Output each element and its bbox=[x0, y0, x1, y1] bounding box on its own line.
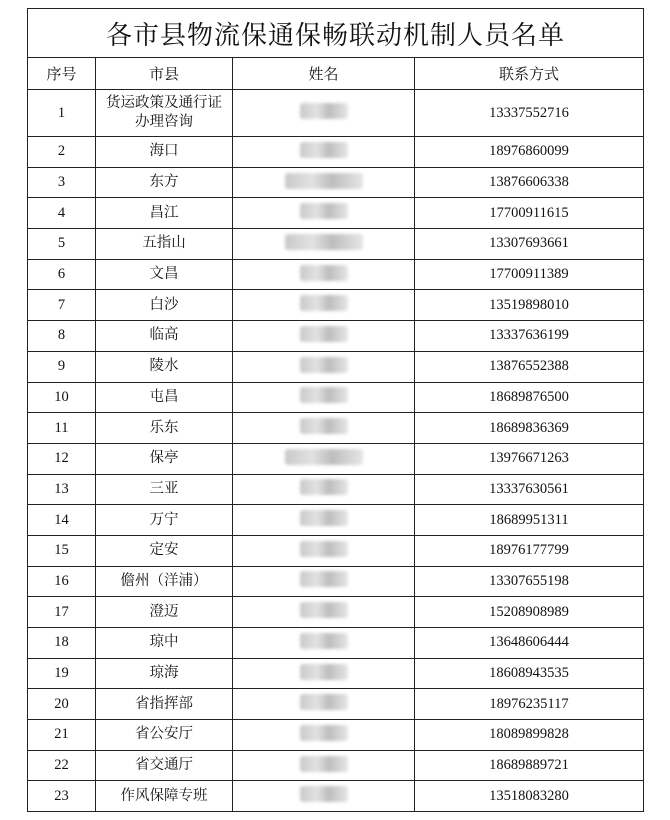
row-contact: 13976671263 bbox=[415, 443, 644, 474]
row-index: 11 bbox=[28, 413, 96, 444]
table-body bbox=[28, 90, 644, 812]
table-row bbox=[28, 628, 644, 659]
row-contact: 13876606338 bbox=[415, 167, 644, 198]
row-contact: 13307693661 bbox=[415, 229, 644, 260]
row-contact: 18608943535 bbox=[415, 658, 644, 689]
redaction-mosaic bbox=[300, 103, 348, 119]
row-contact: 18976860099 bbox=[415, 137, 644, 168]
row-city: 省指挥部 bbox=[96, 689, 233, 720]
row-city: 省交通厅 bbox=[96, 750, 233, 781]
row-index: 14 bbox=[28, 505, 96, 536]
row-city: 五指山 bbox=[96, 229, 233, 260]
row-index: 8 bbox=[28, 321, 96, 352]
row-city: 作风保障专班 bbox=[96, 781, 233, 812]
redaction-mosaic bbox=[300, 633, 348, 649]
row-index: 2 bbox=[28, 137, 96, 168]
row-name-redacted bbox=[233, 658, 415, 689]
row-index: 1 bbox=[28, 90, 96, 137]
row-city: 乐东 bbox=[96, 413, 233, 444]
table-row bbox=[28, 781, 644, 812]
row-name-redacted bbox=[233, 720, 415, 751]
row-name-redacted bbox=[233, 137, 415, 168]
row-index: 6 bbox=[28, 259, 96, 290]
redaction-mosaic bbox=[300, 295, 348, 311]
header-index: 序号 bbox=[28, 58, 96, 90]
row-city: 昌江 bbox=[96, 198, 233, 229]
header-name: 姓名 bbox=[233, 58, 415, 90]
table-row bbox=[28, 658, 644, 689]
table-row bbox=[28, 505, 644, 536]
row-contact: 13519898010 bbox=[415, 290, 644, 321]
row-contact: 18689951311 bbox=[415, 505, 644, 536]
row-contact: 18689889721 bbox=[415, 750, 644, 781]
row-name-redacted bbox=[233, 351, 415, 382]
redaction-mosaic bbox=[300, 786, 348, 802]
row-city: 屯昌 bbox=[96, 382, 233, 413]
redaction-mosaic bbox=[285, 173, 363, 189]
document-title: 各市县物流保通保畅联动机制人员名单 bbox=[28, 9, 644, 58]
row-city: 东方 bbox=[96, 167, 233, 198]
row-name-redacted bbox=[233, 535, 415, 566]
row-city: 陵水 bbox=[96, 351, 233, 382]
row-name-redacted bbox=[233, 229, 415, 260]
row-name-redacted bbox=[233, 505, 415, 536]
row-city: 白沙 bbox=[96, 290, 233, 321]
table-row bbox=[28, 689, 644, 720]
table-header-row bbox=[28, 58, 644, 90]
redaction-mosaic bbox=[300, 326, 348, 342]
table-row bbox=[28, 229, 644, 260]
row-index: 21 bbox=[28, 720, 96, 751]
row-index: 10 bbox=[28, 382, 96, 413]
redaction-mosaic bbox=[285, 234, 363, 250]
table-row bbox=[28, 259, 644, 290]
redaction-mosaic bbox=[300, 541, 348, 557]
row-city: 琼中 bbox=[96, 628, 233, 659]
row-name-redacted bbox=[233, 321, 415, 352]
row-index: 20 bbox=[28, 689, 96, 720]
row-contact: 18689876500 bbox=[415, 382, 644, 413]
row-index: 12 bbox=[28, 443, 96, 474]
redaction-mosaic bbox=[300, 387, 348, 403]
row-name-redacted bbox=[233, 259, 415, 290]
row-index: 4 bbox=[28, 198, 96, 229]
row-name-redacted bbox=[233, 781, 415, 812]
row-city: 定安 bbox=[96, 535, 233, 566]
row-index: 9 bbox=[28, 351, 96, 382]
table-row bbox=[28, 198, 644, 229]
row-contact: 13648606444 bbox=[415, 628, 644, 659]
table-row bbox=[28, 566, 644, 597]
table-row bbox=[28, 167, 644, 198]
row-city: 文昌 bbox=[96, 259, 233, 290]
row-city: 保亭 bbox=[96, 443, 233, 474]
row-name-redacted bbox=[233, 90, 415, 137]
row-contact: 13337636199 bbox=[415, 321, 644, 352]
redaction-mosaic bbox=[300, 756, 348, 772]
redaction-mosaic bbox=[285, 449, 363, 465]
row-index: 19 bbox=[28, 658, 96, 689]
redaction-mosaic bbox=[300, 203, 348, 219]
row-city: 三亚 bbox=[96, 474, 233, 505]
header-city: 市县 bbox=[96, 58, 233, 90]
row-index: 13 bbox=[28, 474, 96, 505]
redaction-mosaic bbox=[300, 510, 348, 526]
row-index: 17 bbox=[28, 597, 96, 628]
table-row bbox=[28, 597, 644, 628]
row-name-redacted bbox=[233, 413, 415, 444]
row-name-redacted bbox=[233, 474, 415, 505]
row-name-redacted bbox=[233, 198, 415, 229]
row-index: 3 bbox=[28, 167, 96, 198]
table-row bbox=[28, 290, 644, 321]
row-city: 省公安厅 bbox=[96, 720, 233, 751]
row-city: 临高 bbox=[96, 321, 233, 352]
row-contact: 18976177799 bbox=[415, 535, 644, 566]
table-row bbox=[28, 535, 644, 566]
row-contact: 13337630561 bbox=[415, 474, 644, 505]
row-contact: 13307655198 bbox=[415, 566, 644, 597]
row-contact: 18976235117 bbox=[415, 689, 644, 720]
table-row bbox=[28, 321, 644, 352]
row-contact: 17700911389 bbox=[415, 259, 644, 290]
table-row bbox=[28, 413, 644, 444]
redaction-mosaic bbox=[300, 602, 348, 618]
row-index: 5 bbox=[28, 229, 96, 260]
table-row bbox=[28, 137, 644, 168]
row-contact: 13518083280 bbox=[415, 781, 644, 812]
row-index: 7 bbox=[28, 290, 96, 321]
redaction-mosaic bbox=[300, 479, 348, 495]
row-city: 海口 bbox=[96, 137, 233, 168]
header-contact: 联系方式 bbox=[415, 58, 644, 90]
table-row bbox=[28, 474, 644, 505]
redaction-mosaic bbox=[300, 265, 348, 281]
row-index: 18 bbox=[28, 628, 96, 659]
row-name-redacted bbox=[233, 167, 415, 198]
row-index: 15 bbox=[28, 535, 96, 566]
row-name-redacted bbox=[233, 628, 415, 659]
table-row bbox=[28, 443, 644, 474]
row-name-redacted bbox=[233, 689, 415, 720]
row-city: 澄迈 bbox=[96, 597, 233, 628]
row-city: 琼海 bbox=[96, 658, 233, 689]
row-name-redacted bbox=[233, 566, 415, 597]
redaction-mosaic bbox=[300, 664, 348, 680]
row-contact: 18689836369 bbox=[415, 413, 644, 444]
row-contact: 13337552716 bbox=[415, 90, 644, 137]
personnel-list-sheet bbox=[27, 8, 643, 812]
redaction-mosaic bbox=[300, 418, 348, 434]
row-name-redacted bbox=[233, 750, 415, 781]
row-contact: 17700911615 bbox=[415, 198, 644, 229]
row-name-redacted bbox=[233, 382, 415, 413]
row-name-redacted bbox=[233, 443, 415, 474]
personnel-table bbox=[27, 8, 644, 812]
table-row bbox=[28, 750, 644, 781]
row-city: 儋州（洋浦） bbox=[96, 566, 233, 597]
row-contact: 15208908989 bbox=[415, 597, 644, 628]
table-row bbox=[28, 382, 644, 413]
redaction-mosaic bbox=[300, 142, 348, 158]
row-contact: 13876552388 bbox=[415, 351, 644, 382]
redaction-mosaic bbox=[300, 357, 348, 373]
row-index: 16 bbox=[28, 566, 96, 597]
row-city: 万宁 bbox=[96, 505, 233, 536]
row-city: 货运政策及通行证办理咨询 bbox=[96, 90, 233, 137]
redaction-mosaic bbox=[300, 725, 348, 741]
table-row bbox=[28, 90, 644, 137]
row-index: 22 bbox=[28, 750, 96, 781]
table-row bbox=[28, 720, 644, 751]
row-contact: 18089899828 bbox=[415, 720, 644, 751]
table-row bbox=[28, 351, 644, 382]
row-index: 23 bbox=[28, 781, 96, 812]
row-name-redacted bbox=[233, 290, 415, 321]
redaction-mosaic bbox=[300, 694, 348, 710]
row-name-redacted bbox=[233, 597, 415, 628]
redaction-mosaic bbox=[300, 571, 348, 587]
